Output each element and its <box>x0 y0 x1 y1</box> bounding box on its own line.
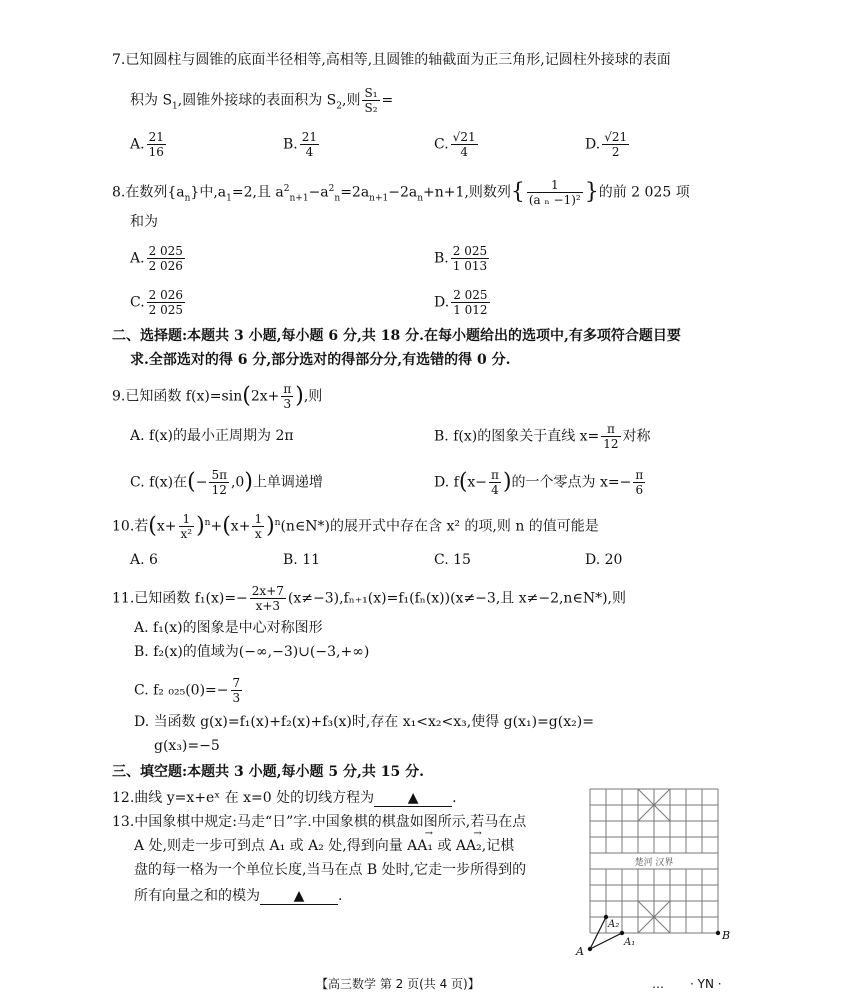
q12-answer-blank[interactable]: ▲ <box>374 790 452 807</box>
q13-line1: 13.中国象棋中规定:马走“日”字.中国象棋的棋盘如图所示,若马在点 <box>112 814 527 830</box>
q8-option-b[interactable]: B. $\frac{2 025}{1 013}$ <box>434 244 488 273</box>
q7-line1: 7.已知圆柱与圆锥的底面半径相等,高相等,且圆锥的轴截面为正三角形,记圆柱外接球的表面 <box>112 52 671 68</box>
chessboard-figure <box>574 787 734 957</box>
q12-stem: 12.曲线 y=x+eˣ 在 x=0 处的切线方程为 ▲ . <box>112 790 457 806</box>
chessboard-svg <box>574 787 734 957</box>
vector-aa1: → AA₁ <box>407 828 434 854</box>
river-label: 楚河 汉界 <box>634 858 674 868</box>
q11-option-b[interactable]: B. f₂(x)的值域为(−∞,−3)∪(−3,+∞) <box>134 644 370 660</box>
q9-option-b[interactable]: B. f(x)的图象关于直线 x= $\frac{\pi}{12}$ 对称 <box>434 422 651 451</box>
q11-option-a[interactable]: A. f₁(x)的图象是中心对称图形 <box>134 620 323 636</box>
section3-title: 三、填空题:本题共 3 小题,每小题 5 分,共 15 分. <box>112 764 424 780</box>
vector-aa2: → AA₂ <box>455 828 482 854</box>
label-a1: A₁ <box>624 937 636 948</box>
footer-dots: … <box>652 977 664 991</box>
label-a: A <box>576 945 584 957</box>
q11-option-d-cont: g(x₃)=−5 <box>154 738 220 754</box>
point-b <box>716 931 720 935</box>
q9-option-a[interactable]: A. f(x)的最小正周期为 2π <box>130 428 294 444</box>
q13-line3: 盘的每一格为一个单位长度,当马在点 B 处时,它走一步所得到的 <box>134 862 527 878</box>
q7-option-a[interactable]: A. $\frac{21}{16}$ <box>130 130 164 159</box>
point-a <box>588 947 592 951</box>
section2-title-line2: 求.全部选对的得 6 分,部分选对的得部分分,有选错的得 0 分. <box>130 352 511 368</box>
q13-line4: 所有向量之和的模为 ▲ . <box>134 888 343 904</box>
q11-stem: 11.已知函数 f₁(x)=− $\frac{2x+7}{x+3}$ (x≠−3),fₙ₊₁(x)=f₁(fₙ(x))(x≠−3,且 x≠−2,n∈N*),则 <box>112 584 626 613</box>
q10-option-d[interactable]: D. 20 <box>585 552 623 568</box>
q7-option-b[interactable]: B. $\frac{21}{4}$ <box>283 130 318 159</box>
q10-option-b[interactable]: B. 11 <box>283 552 321 568</box>
q8-option-d[interactable]: D. $\frac{2 025}{1 012}$ <box>434 288 488 317</box>
footer-code: · YN · <box>690 977 722 991</box>
section2-title-line1: 二、选择题:本题共 3 小题,每小题 6 分,共 18 分.在每小题给出的选项中,有多项符合题目要 <box>112 328 681 344</box>
q9-option-c[interactable]: C. f(x)在(− $\frac{5\pi}{12}$ ,0)上单调递增 <box>130 468 323 497</box>
q8-sequence-fraction: $\frac{1}{\text{(a ₙ −1)²}}$ <box>528 178 581 207</box>
q8-line1: 8.在数列$\{a_n\}$中$,a_1=2$,且 $a^2_{n+1}-a^2_n=2a_{n+1}-2a_n+n+1$,则数列{ $\frac{1}{\text{(a ₙ −1)²}}$ }的前 2 025 项 <box>112 178 690 207</box>
q13-line2: A 处,则走一步可到点 A₁ 或 A₂ 处,得到向量 → AA₁ 或 → AA₂,记棋 <box>134 828 515 854</box>
q9-stem: 9.已知函数 f(x)=sin(2x+ $\frac{\pi}{3}$ ),则 <box>112 382 323 411</box>
q10-option-c[interactable]: C. 15 <box>434 552 471 568</box>
q10-option-a[interactable]: A. 6 <box>130 552 158 568</box>
q8-option-c[interactable]: C. $\frac{2 026}{2 025}$ <box>130 288 184 317</box>
point-a1 <box>620 931 624 935</box>
page-footer: 【高三数学 第 2 页(共 4 页)】 <box>316 977 480 991</box>
q8-line2: 和为 <box>130 214 158 230</box>
q13-answer-blank[interactable]: ▲ <box>260 888 338 905</box>
q10-stem: 10.若(x+ $\frac{1}{\text{x²}}$ )$^n$+(x+ $\frac{1}{x}$ )$^n$(n∈N*)的展开式中存在含 x² 的项,则 n 的值可能是 <box>112 512 599 541</box>
q9-option-d[interactable]: D. f(x− $\frac{\pi}{4}$ )的一个零点为 x=− $\frac{\pi}{6}$ <box>434 468 644 497</box>
q11-option-d[interactable]: D. 当函数 g(x)=f₁(x)+f₂(x)+f₃(x)时,存在 x₁<x₂<x₃,使得 g(x₁)=g(x₂)= <box>134 714 594 730</box>
label-b: B <box>722 929 731 942</box>
q7-option-c[interactable]: C. $\frac{√21}{4}$ <box>434 130 476 159</box>
q7-line2: 积为 $S_1$,圆锥外接球的表面积为 $S_2$,则 $\frac{\text{S₁}}{\text{S₂}}$ = <box>130 86 394 115</box>
label-a2: A₂ <box>608 919 620 930</box>
q7-option-d[interactable]: D. $\frac{√21}{2}$ <box>585 130 628 159</box>
q7-ratio-fraction: $\frac{\text{S₁}}{\text{S₂}}$ <box>364 86 378 115</box>
q11-option-c[interactable]: C. f₂ ₀₂₅(0)=− $\frac{7}{3}$ <box>134 676 241 705</box>
q8-option-a[interactable]: A. $\frac{2 025}{2 026}$ <box>130 244 183 273</box>
